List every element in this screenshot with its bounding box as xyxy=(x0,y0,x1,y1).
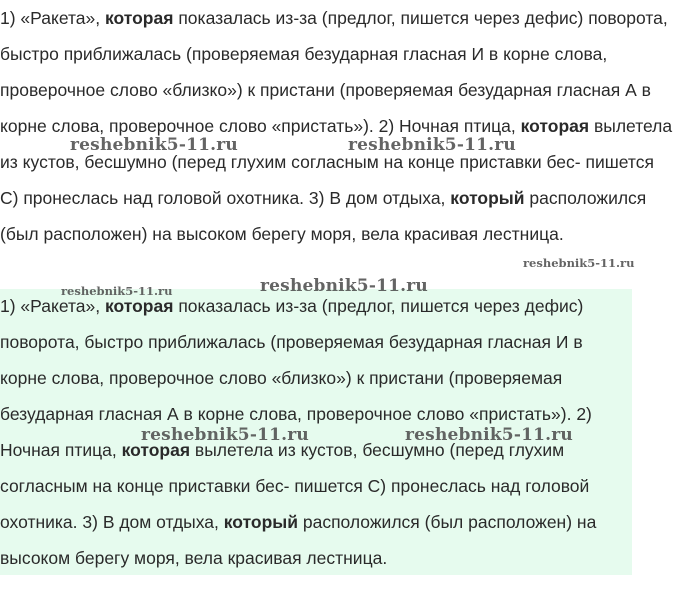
text-run: расположился (был расположен) на высоком берегу моря, вела красивая лестница. xyxy=(0,188,647,244)
bold-word: который xyxy=(450,188,525,208)
watermark: reshebnik5-11.ru xyxy=(405,425,573,445)
paragraph-plain xyxy=(0,0,676,252)
text-run: показалась из-за (предлог, пишется через дефис) поворота, быстро приближалась (проверяемая безударная гласная И в корне слова, проверочное слово «близко») к пристани (проверяемая безударная гласная А в корне слова, проверочное слово «пристать»). 2) Ночная птица, xyxy=(0,296,592,460)
text-run: 1) «Ракета», xyxy=(0,8,105,28)
watermark: reshebnik5-11.ru xyxy=(61,284,173,298)
text-run: 1) «Ракета», xyxy=(0,296,105,316)
watermark: reshebnik5-11.ru xyxy=(141,425,309,445)
watermark: reshebnik5-11.ru xyxy=(348,135,516,155)
answer-text-plain xyxy=(0,0,676,252)
watermark: reshebnik5-11.ru xyxy=(70,135,238,155)
text-run: вылетела из кустов, бесшумно (перед глухим согласным на конце приставки бес- пишется С) пронеслась над головой охотника. 3) В дом отдыха, xyxy=(0,440,590,532)
watermark: reshebnik5-11.ru xyxy=(523,256,635,270)
bold-word: которая xyxy=(105,8,174,28)
watermark: reshebnik5-11.ru xyxy=(260,276,428,296)
text-run: показалась из-за (предлог, пишется через дефис) поворота, быстро приближалась (проверяемая безударная гласная И в корне слова, проверочное слово «близко») к пристани (проверяемая безударная гласная А в корне слова, проверочное слово «пристать»). 2) Ночная птица, xyxy=(0,8,668,136)
bold-word: который xyxy=(223,512,298,532)
bold-word: которая xyxy=(121,440,191,460)
bold-word: которая xyxy=(520,116,590,136)
text-run: вылетела из кустов, бесшумно (перед глухим согласным на конце приставки бес- пишется С) пронеслась над головой охотника. 3) В дом отдыха, xyxy=(0,116,673,208)
bold-word: которая xyxy=(105,296,174,316)
text-run: расположился (был расположен) на высоком берегу моря, вела красивая лестница. xyxy=(0,512,597,568)
